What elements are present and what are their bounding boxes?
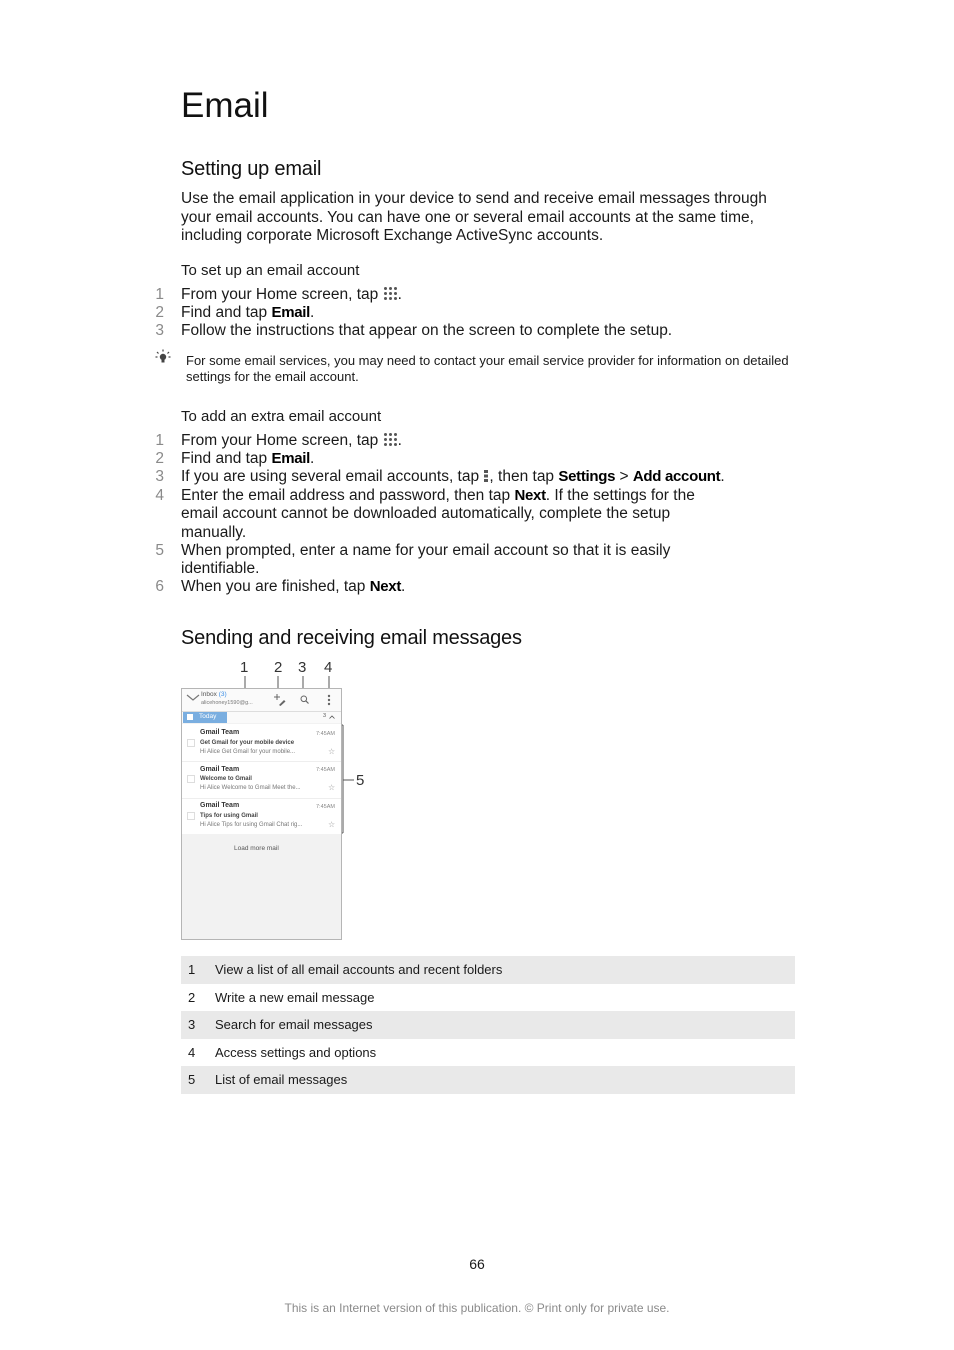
- footer-notice: This is an Internet version of this publication. © Print only for private use.: [284, 1301, 670, 1315]
- message-time: 7:45AM: [316, 767, 335, 773]
- step-number: 2: [155, 304, 164, 321]
- step-number: 2: [155, 450, 164, 467]
- legend-text: View a list of all email accounts and recent folders: [215, 962, 503, 977]
- callout-1: 1: [240, 659, 249, 676]
- inbox-label: Inbox: [201, 691, 217, 698]
- message-preview: Hi Alice Tips for using Gmail Chat rig...: [200, 822, 303, 828]
- legend-row: [181, 1011, 795, 1039]
- message-time: 7:45AM: [316, 731, 335, 737]
- message-preview: Hi Alice Get Gmail for your mobile...: [200, 749, 296, 755]
- legend-row: [181, 984, 795, 1012]
- chevron-up-icon: [329, 715, 335, 719]
- next-label: Next: [369, 578, 402, 595]
- step-number: 1: [155, 432, 164, 449]
- email-app-label: Email: [271, 304, 311, 321]
- message-preview: Hi Alice Welcome to Gmail Meet the...: [200, 785, 301, 791]
- account-address: alicehoney1590@g...: [201, 700, 253, 706]
- inbox-count: (3): [218, 691, 227, 698]
- message-subject: Get Gmail for your mobile device: [200, 740, 295, 746]
- legend-number: 3: [188, 1017, 196, 1032]
- legend-row: [181, 1066, 795, 1094]
- step-number: 3: [155, 322, 164, 339]
- overflow-menu-icon: [327, 694, 331, 706]
- page-title: Email: [181, 86, 269, 125]
- compose-icon: [274, 694, 286, 706]
- procedure-title-setup: To set up an email account: [181, 262, 360, 279]
- legend-row: [181, 1039, 795, 1067]
- page-number: 66: [469, 1256, 485, 1272]
- message-checkbox[interactable]: [187, 739, 195, 747]
- settings-label: Settings: [558, 468, 616, 485]
- load-more-button[interactable]: Load more mail: [234, 845, 279, 852]
- legend-row: [181, 956, 795, 984]
- legend-number: 4: [188, 1044, 196, 1060]
- star-icon[interactable]: ☆: [328, 783, 336, 792]
- legend-number: 5: [188, 1072, 196, 1087]
- callout-3: 3: [298, 659, 307, 676]
- legend-text: Write a new email message: [215, 989, 375, 1005]
- divider: [182, 798, 341, 799]
- step-number: 3: [155, 468, 164, 485]
- star-icon[interactable]: ☆: [328, 820, 336, 829]
- callout-legend-table: [181, 956, 795, 1094]
- next-label: Next: [514, 487, 546, 504]
- step-number: 6: [155, 578, 164, 595]
- step-number: 4: [155, 487, 164, 504]
- message-checkbox[interactable]: [187, 812, 195, 820]
- message-sender: Gmail Team: [200, 766, 240, 773]
- callout-2: 2: [274, 659, 283, 676]
- section-heading-setup: Setting up email: [181, 158, 322, 180]
- tip-lightbulb-icon: [155, 349, 171, 365]
- search-icon: [300, 695, 309, 704]
- legend-number: 1: [188, 962, 196, 977]
- divider: [182, 761, 341, 762]
- tip-text: For some email services, you may need to contact your email service provider for information on detailed settings for the email account.: [186, 353, 789, 384]
- callout-4: 4: [324, 659, 333, 676]
- callout-5: 5: [356, 772, 365, 789]
- legend-text: Search for email messages: [215, 1017, 373, 1032]
- today-count: 3: [323, 713, 327, 719]
- add-account-label: Add account: [632, 468, 721, 485]
- message-subject: Welcome to Gmail: [200, 776, 252, 782]
- section-heading-sending: Sending and receiving email messages: [181, 627, 522, 649]
- message-subject: Tips for using Gmail: [200, 813, 258, 819]
- message-sender: Gmail Team: [200, 729, 240, 736]
- group-checkbox-icon: [187, 714, 193, 720]
- email-app-label: Email: [271, 450, 311, 467]
- legend-number: 2: [188, 989, 196, 1005]
- step-number: 5: [155, 542, 164, 559]
- apps-grid-icon: [383, 432, 398, 447]
- today-label: Today: [199, 713, 217, 720]
- chevron-down-icon: [186, 694, 200, 702]
- message-time: 7:45AM: [316, 804, 335, 810]
- apps-grid-icon: [383, 286, 398, 301]
- legend-text: List of email messages: [215, 1072, 348, 1087]
- email-inbox-screenshot: [181, 688, 342, 940]
- procedure-title-add: To add an extra email account: [181, 408, 382, 425]
- legend-text: Access settings and options: [215, 1044, 377, 1060]
- step-number: 1: [155, 286, 164, 303]
- star-icon[interactable]: ☆: [328, 747, 336, 756]
- setup-intro: Use the email application in your device to send and receive email messages through your email accounts. You can have one or several email accounts at the same time, including corporate Microsoft Exchange ActiveSync accounts.: [181, 190, 767, 244]
- message-sender: Gmail Team: [200, 802, 240, 809]
- message-checkbox[interactable]: [187, 775, 195, 783]
